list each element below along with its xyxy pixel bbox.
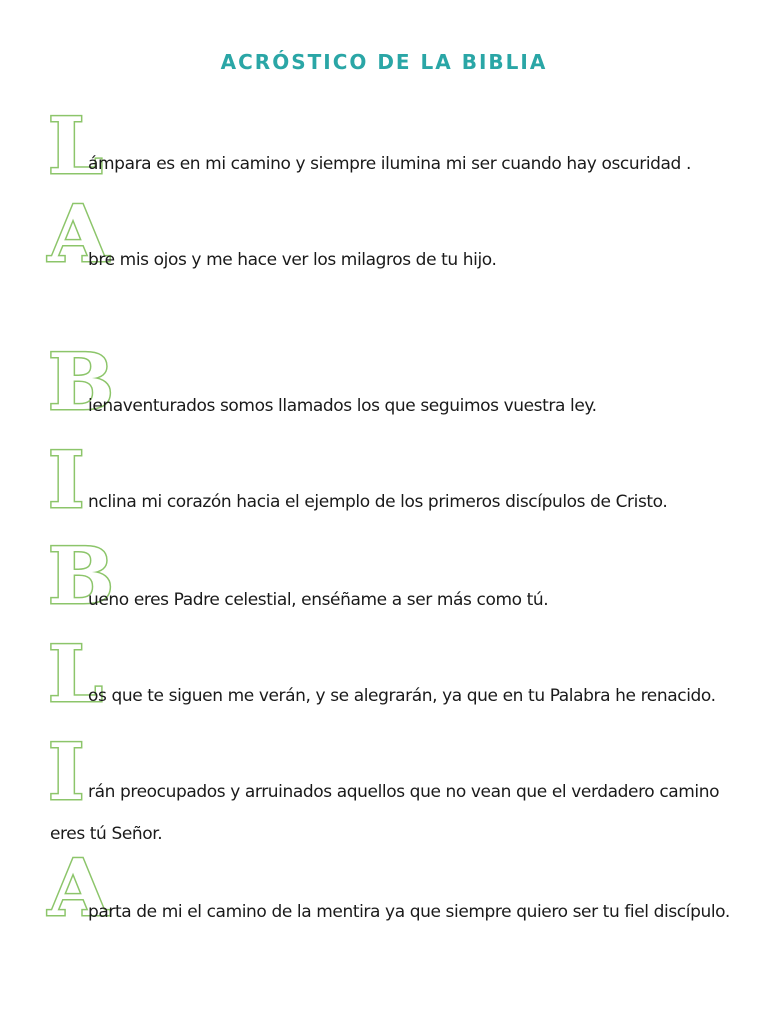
acrostic-line-text: ienaventurados somos llamados los que seguimos vuestra ley. [88,396,597,416]
drop-cap-initial: B [48,337,114,428]
drop-cap-initial: L [48,629,103,720]
acrostic-line-text: bre mis ojos y me hace ver los milagros de tu hijo. [88,250,497,270]
drop-cap-initial: I [48,727,85,818]
acrostic-line-text: nclina mi corazón hacia el ejemplo de los primeros discípulos de Cristo. [88,492,668,512]
acrostic-line-text: ámpara es en mi camino y siempre ilumina mi ser cuando hay oscuridad . [88,154,691,174]
acrostic-line-continuation: eres tú Señor. [50,824,163,844]
drop-cap-initial: A [48,843,109,934]
page-title: ACRÓSTICO DE LA BIBLIA [220,50,548,74]
acrostic-line-text: ueno eres Padre celestial, enséñame a ser más como tú. [88,590,549,610]
drop-cap-initial: I [48,435,85,526]
acrostic-line-text: os que te siguen me verán, y se alegrarán, ya que en tu Palabra he renacido. [88,686,716,706]
acrostic-line-text: rán preocupados y arruinados aquellos que no vean que el verdadero camino [88,782,720,802]
acrostic-line-text: parta de mi el camino de la mentira ya que siempre quiero ser tu fiel discípulo. [88,902,730,922]
drop-cap-initial: L [48,101,103,192]
drop-cap-initial: A [48,189,109,280]
drop-cap-initial: B [48,531,114,622]
